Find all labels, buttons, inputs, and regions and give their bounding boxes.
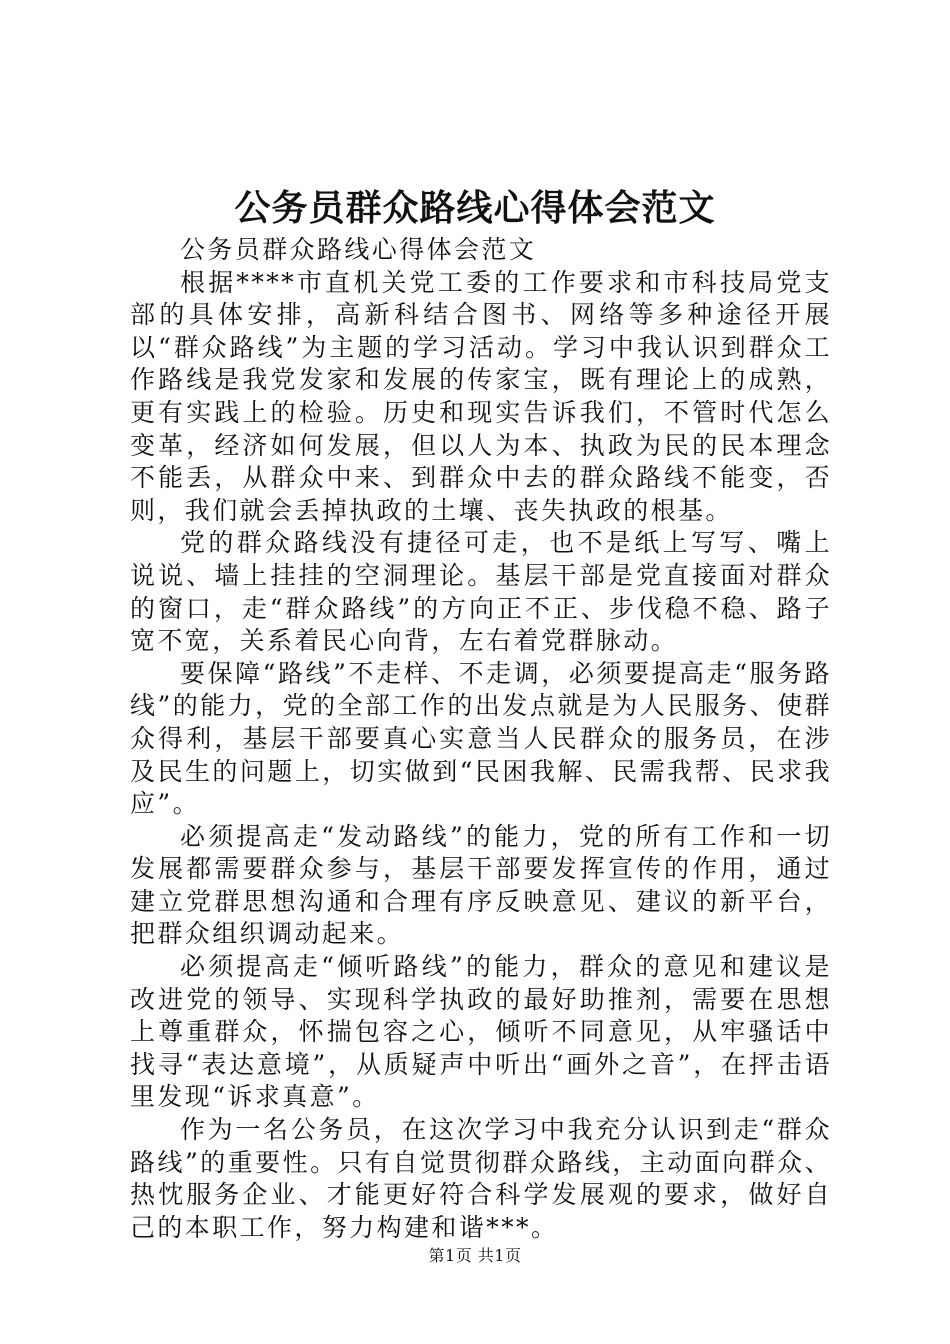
paragraph-subtitle: 公务员群众路线心得体会范文	[180, 235, 537, 264]
paragraph: 作为一名公务员，在这次学习中我充分认识到走“群众路线”的重要性。只有自觉贯彻群众路线，主动面向群众、热忱服务企业、才能更好符合科学发展观的要求，做好自己的本职工作，努力构建和谐***。	[130, 1115, 832, 1242]
paragraph: 根据****市直机关党工委的工作要求和市科技局党支部的具体安排，高新科结合图书、网络等多种途径开展以“群众路线”为主题的学习活动。学习中我认识到群众工作路线是我党发家和发展的传家宝，既有理论上的成熟，更有实践上的检验。历史和现实告诉我们，不管时代怎么变革，经济如何发展，但以人为本、执政为民的民本理念不能丢，从群众中来、到群众中去的群众路线不能变，否则，我们就会丢掉执政的土壤、丧失执政的根基。	[130, 267, 832, 525]
paragraph: 党的群众路线没有捷径可走，也不是纸上写写、嘴上说说、墙上挂挂的空洞理论。基层干部是党直接面对群众的窗口，走“群众路线”的方向正不正、步伐稳不稳、路子宽不宽，关系着民心向背，左右着党群脉动。	[130, 528, 832, 656]
document-body	[130, 234, 832, 1244]
paragraph: 必须提高走“倾听路线”的能力，群众的意见和建议是改进党的领导、实现科学执政的最好助推剂，需要在思想上尊重群众，怀揣包容之心，倾听不同意见，从牢骚话中找寻“表达意境”，从质疑声中听出“画外之音”，在抨击语里发现“诉求真意”。	[130, 952, 832, 1112]
paragraph: 必须提高走“发动路线”的能力，党的所有工作和一切发展都需要群众参与，基层干部要发挥宣传的作用，通过建立党群思想沟通和合理有序反映意见、建议的新平台，把群众组织调动起来。	[130, 821, 832, 949]
document-title: 公务员群众路线心得体会范文	[234, 187, 716, 229]
paragraph: 要保障“路线”不走样、不走调，必须要提高走“服务路线”的能力，党的全部工作的出发点就是为人民服务、使群众得利，基层干部要真心实意当人民群众的服务员，在涉及民生的问题上，切实做到“民困我解、民需我帮、民求我应”。	[130, 658, 832, 819]
page-footer: 第1页 共1页	[428, 1246, 522, 1265]
